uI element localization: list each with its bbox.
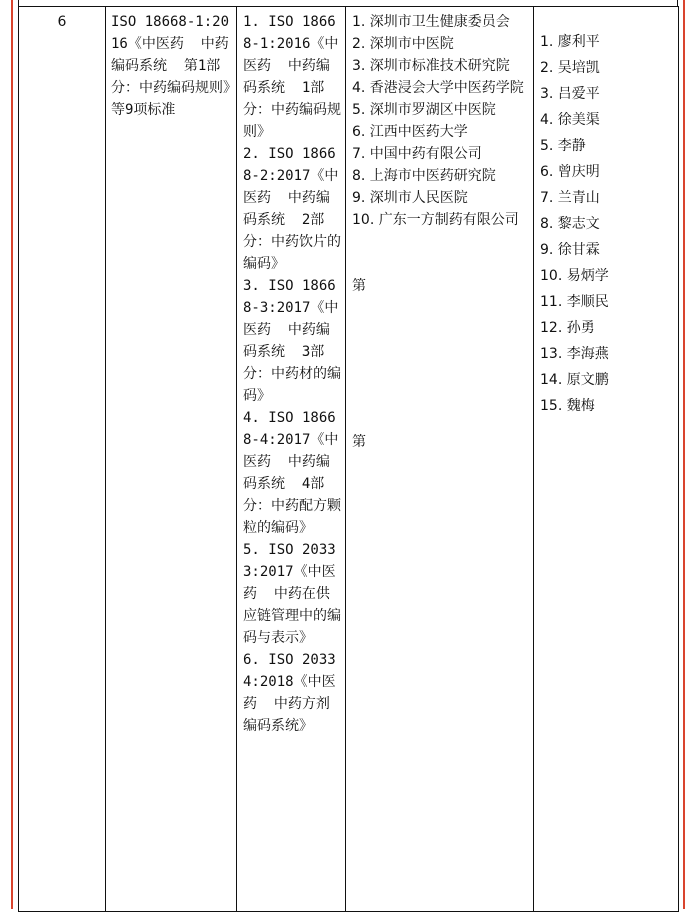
- list-item: 3. ISO 18668-3:2017《中医药 中药编码系统 3部分：中药材的编码》: [243, 278, 341, 404]
- list-item: 4. ISO 18668-4:2017《中医药 中药编码系统 4部分：中药配方颗粒的编码》: [243, 410, 341, 536]
- list-item: 11. 李顺民: [540, 294, 609, 310]
- list-item: 6. 江西中医药大学: [352, 124, 468, 140]
- list-item: 9. 徐甘霖: [540, 242, 600, 258]
- list-item: 4. 香港浸会大学中医药学院: [352, 80, 524, 96]
- stray-mark: 第: [352, 434, 366, 450]
- list-item: 14. 原文鹏: [540, 372, 609, 388]
- list-item: 6. 曾庆明: [540, 164, 600, 180]
- list-item: 8. 上海市中医药研究院: [352, 168, 496, 184]
- list-item: 2. 吴培凯: [540, 60, 600, 76]
- list-item: 2. 深圳市中医院: [352, 36, 454, 52]
- completing-people: [534, 7, 679, 912]
- awards-table: [18, 6, 679, 912]
- list-item: 3. 深圳市标准技术研究院: [352, 58, 510, 74]
- list-item: 1. 深圳市卫生健康委员会: [352, 14, 510, 30]
- spacer: [352, 231, 531, 275]
- list-item: 5. ISO 20333:2017《中医药 中药在供应链管理中的编码与表示》: [243, 542, 341, 646]
- list-item: 10. 易炳学: [540, 268, 609, 284]
- completing-units: [346, 7, 534, 912]
- list-item: 1. 廖利平: [540, 34, 600, 50]
- list-item: 7. 兰青山: [540, 190, 600, 206]
- list-item: 7. 中国中药有限公司: [352, 146, 482, 162]
- stray-mark: 第: [352, 278, 366, 294]
- list-item: 10. 广东一方制药有限公司: [352, 212, 519, 228]
- list-item: 5. 深圳市罗湖区中医院: [352, 102, 496, 118]
- list-item: 8. 黎志文: [540, 216, 600, 232]
- list-item: 15. 魏梅: [540, 398, 595, 414]
- list-item: 2. ISO 18668-2:2017《中医药 中药编码系统 2部分：中药饮片的编码》: [243, 146, 341, 272]
- standard-parts: [237, 7, 346, 912]
- list-item: 5. 李静: [540, 138, 586, 154]
- spacer: [352, 297, 531, 431]
- list-item: 9. 深圳市人民医院: [352, 190, 468, 206]
- list-item: 4. 徐美渠: [540, 112, 600, 128]
- list-item: 6. ISO 20334:2018《中医药 中药方剂编码系统》: [243, 652, 336, 734]
- row-number: 6: [19, 7, 106, 912]
- list-item: 13. 李海燕: [540, 346, 609, 362]
- table-row: [19, 7, 679, 912]
- standard-title: ISO 18668-1:2016《中医药 中药编码系统 第1部分：中药编码规则》等9项标准: [106, 7, 237, 912]
- list-item: 3. 吕爱平: [540, 86, 600, 102]
- list-item: 12. 孙勇: [540, 320, 595, 336]
- list-item: 1. ISO 18668-1:2016《中医药 中药编码系统 1部分：中药编码规则》: [243, 14, 341, 140]
